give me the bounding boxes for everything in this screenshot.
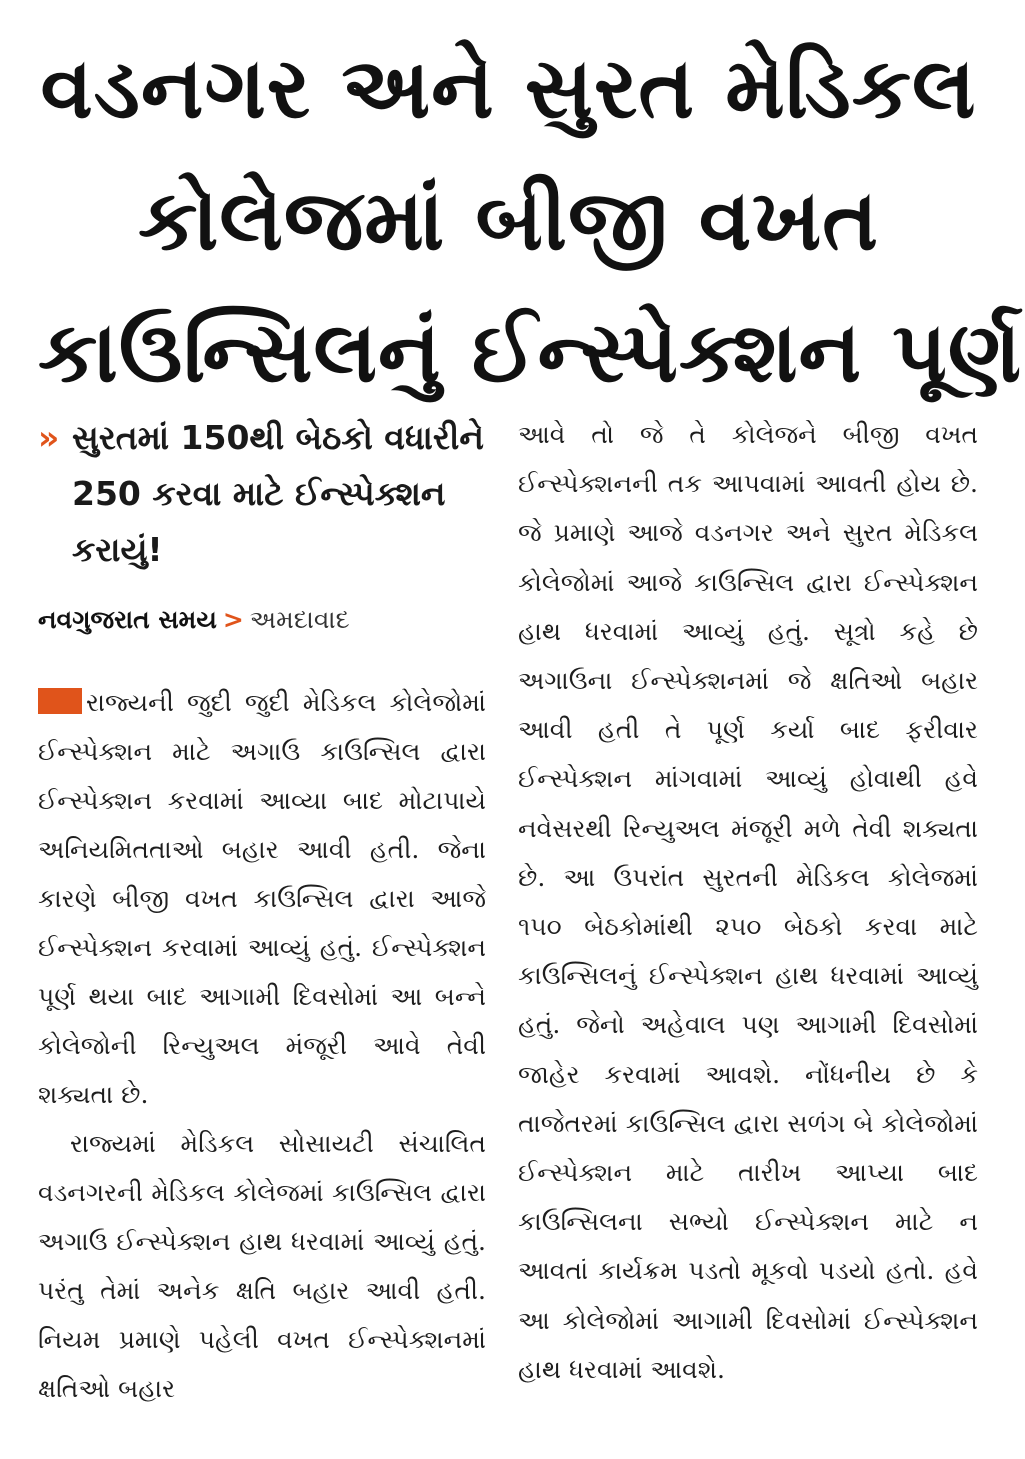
article-headline [38,22,1023,418]
headline-line-2: કોલેજમાં બીજી વખત [138,171,879,269]
left-body [38,678,486,1413]
paragraph-marker-icon [38,688,82,714]
body-paragraph [38,678,486,1119]
dateline-separator: > [222,605,244,634]
body-paragraph: રાજ્યમાં મેડિકલ સોસાયટી સંચાલિત વડનગરની મેડિકલ કોલેજમાં કાઉન્સિલ દ્વારા અગાઉ ઈન્સ્પેક્શન હાથ ધરવામાં આવ્યું હતું. પરંતુ તેમાં અનેક ક્ષતિ બહાર આવી હતી. નિયમ પ્રમાણે પહેલી વખત ઈન્સ્પેક્શનમાં ક્ષતિઓ બહાર [38,1129,486,1403]
dateline [38,600,486,640]
left-column [38,410,486,1413]
dateline-city: અમદાવાદ [249,605,350,634]
body-paragraph: આવે તો જે તે કોલેજને બીજી વખત ઈન્સ્પેક્શનની તક આપવામાં આવતી હોય છે. જે પ્રમાણે આજે વડનગર અને સુરત મેડિકલ કોલેજોમાં આજે કાઉન્સિલ દ્વારા ઈન્સ્પેક્શન હાથ ધરવામાં આવ્યું હતું. સૂત્રો કહે છે અગાઉના ઈન્સ્પેક્શનમાં જે ક્ષતિઓ બહાર આવી હતી તે પૂર્ણ કર્યા બાદ ફરીવાર ઈન્સ્પેક્શન માંગવામાં આવ્યું હોવાથી હવે નવેસરથી રિન્યુઅલ મંજૂરી મળે તેવી શક્યતા છે. આ ઉપરાંત સુરતની મેડિકલ કોલેજમાં ૧૫૦ બેઠકોમાંથી ૨૫૦ બેઠકો કરવા માટે કાઉન્સિલનું ઈન્સ્પેક્શન હાથ ધરવામાં આવ્યું હતું. જેનો અહેવાલ પણ આગામી દિવસોમાં જાહેર કરવામાં આવશે. નોંધનીય છે કે તાજેતરમાં કાઉન્સિલ દ્વારા સળંગ બે કોલેજોમાં ઈન્સ્પેક્શન માટે તારીખ આપ્યા બાદ કાઉન્સિલના સભ્યો ઈન્સ્પેક્શન માટે ન આવતાં કાર્યક્રમ પડતો મૂકવો પડયો હતો. હવે આ કોલેજોમાં આગામી દિવસોમાં ઈન્સ્પેક્શન હાથ ધરવામાં આવશે. [518,420,978,1384]
right-body [518,410,978,1394]
publication-name: નવગુજરાત સમય [38,605,217,634]
chevron-icon: » [38,418,60,457]
article-columns [38,410,978,1440]
body-paragraph-text: રાજ્યની જુદી જુદી મેડિકલ કોલેજોમાં ઈન્સ્પેક્શન માટે અગાઉ કાઉન્સિલ દ્વારા ઈન્સ્પેક્શન કરવામાં આવ્યા બાદ મોટાપાયે અનિયમિતતાઓ બહાર આવી હતી. જેના કારણે બીજી વખત કાઉન્સિલ દ્વારા આજે ઈન્સ્પેક્શન કરવામાં આવ્યું હતું. ઈન્સ્પેક્શન પૂર્ણ થયા બાદ આગામી દિવસોમાં આ બન્ને કોલેજોની રિન્યુઅલ મંજૂરી આવે તેવી શક્યતા છે. [38,688,486,1109]
headline-line-3: કાઉન્સિલનું ઈન્સ્પેક્શન પૂર્ણ [38,303,1023,401]
subheadline-text: સુરતમાં 150થી બેઠકો વધારીને 250 કરવા માટે ઈન્સ્પેક્શન કરાયું! [72,418,484,569]
headline-line-1: વડનગર અને સુરત મેડિકલ [40,39,977,137]
right-column [518,410,978,1394]
subheadline [38,410,486,578]
